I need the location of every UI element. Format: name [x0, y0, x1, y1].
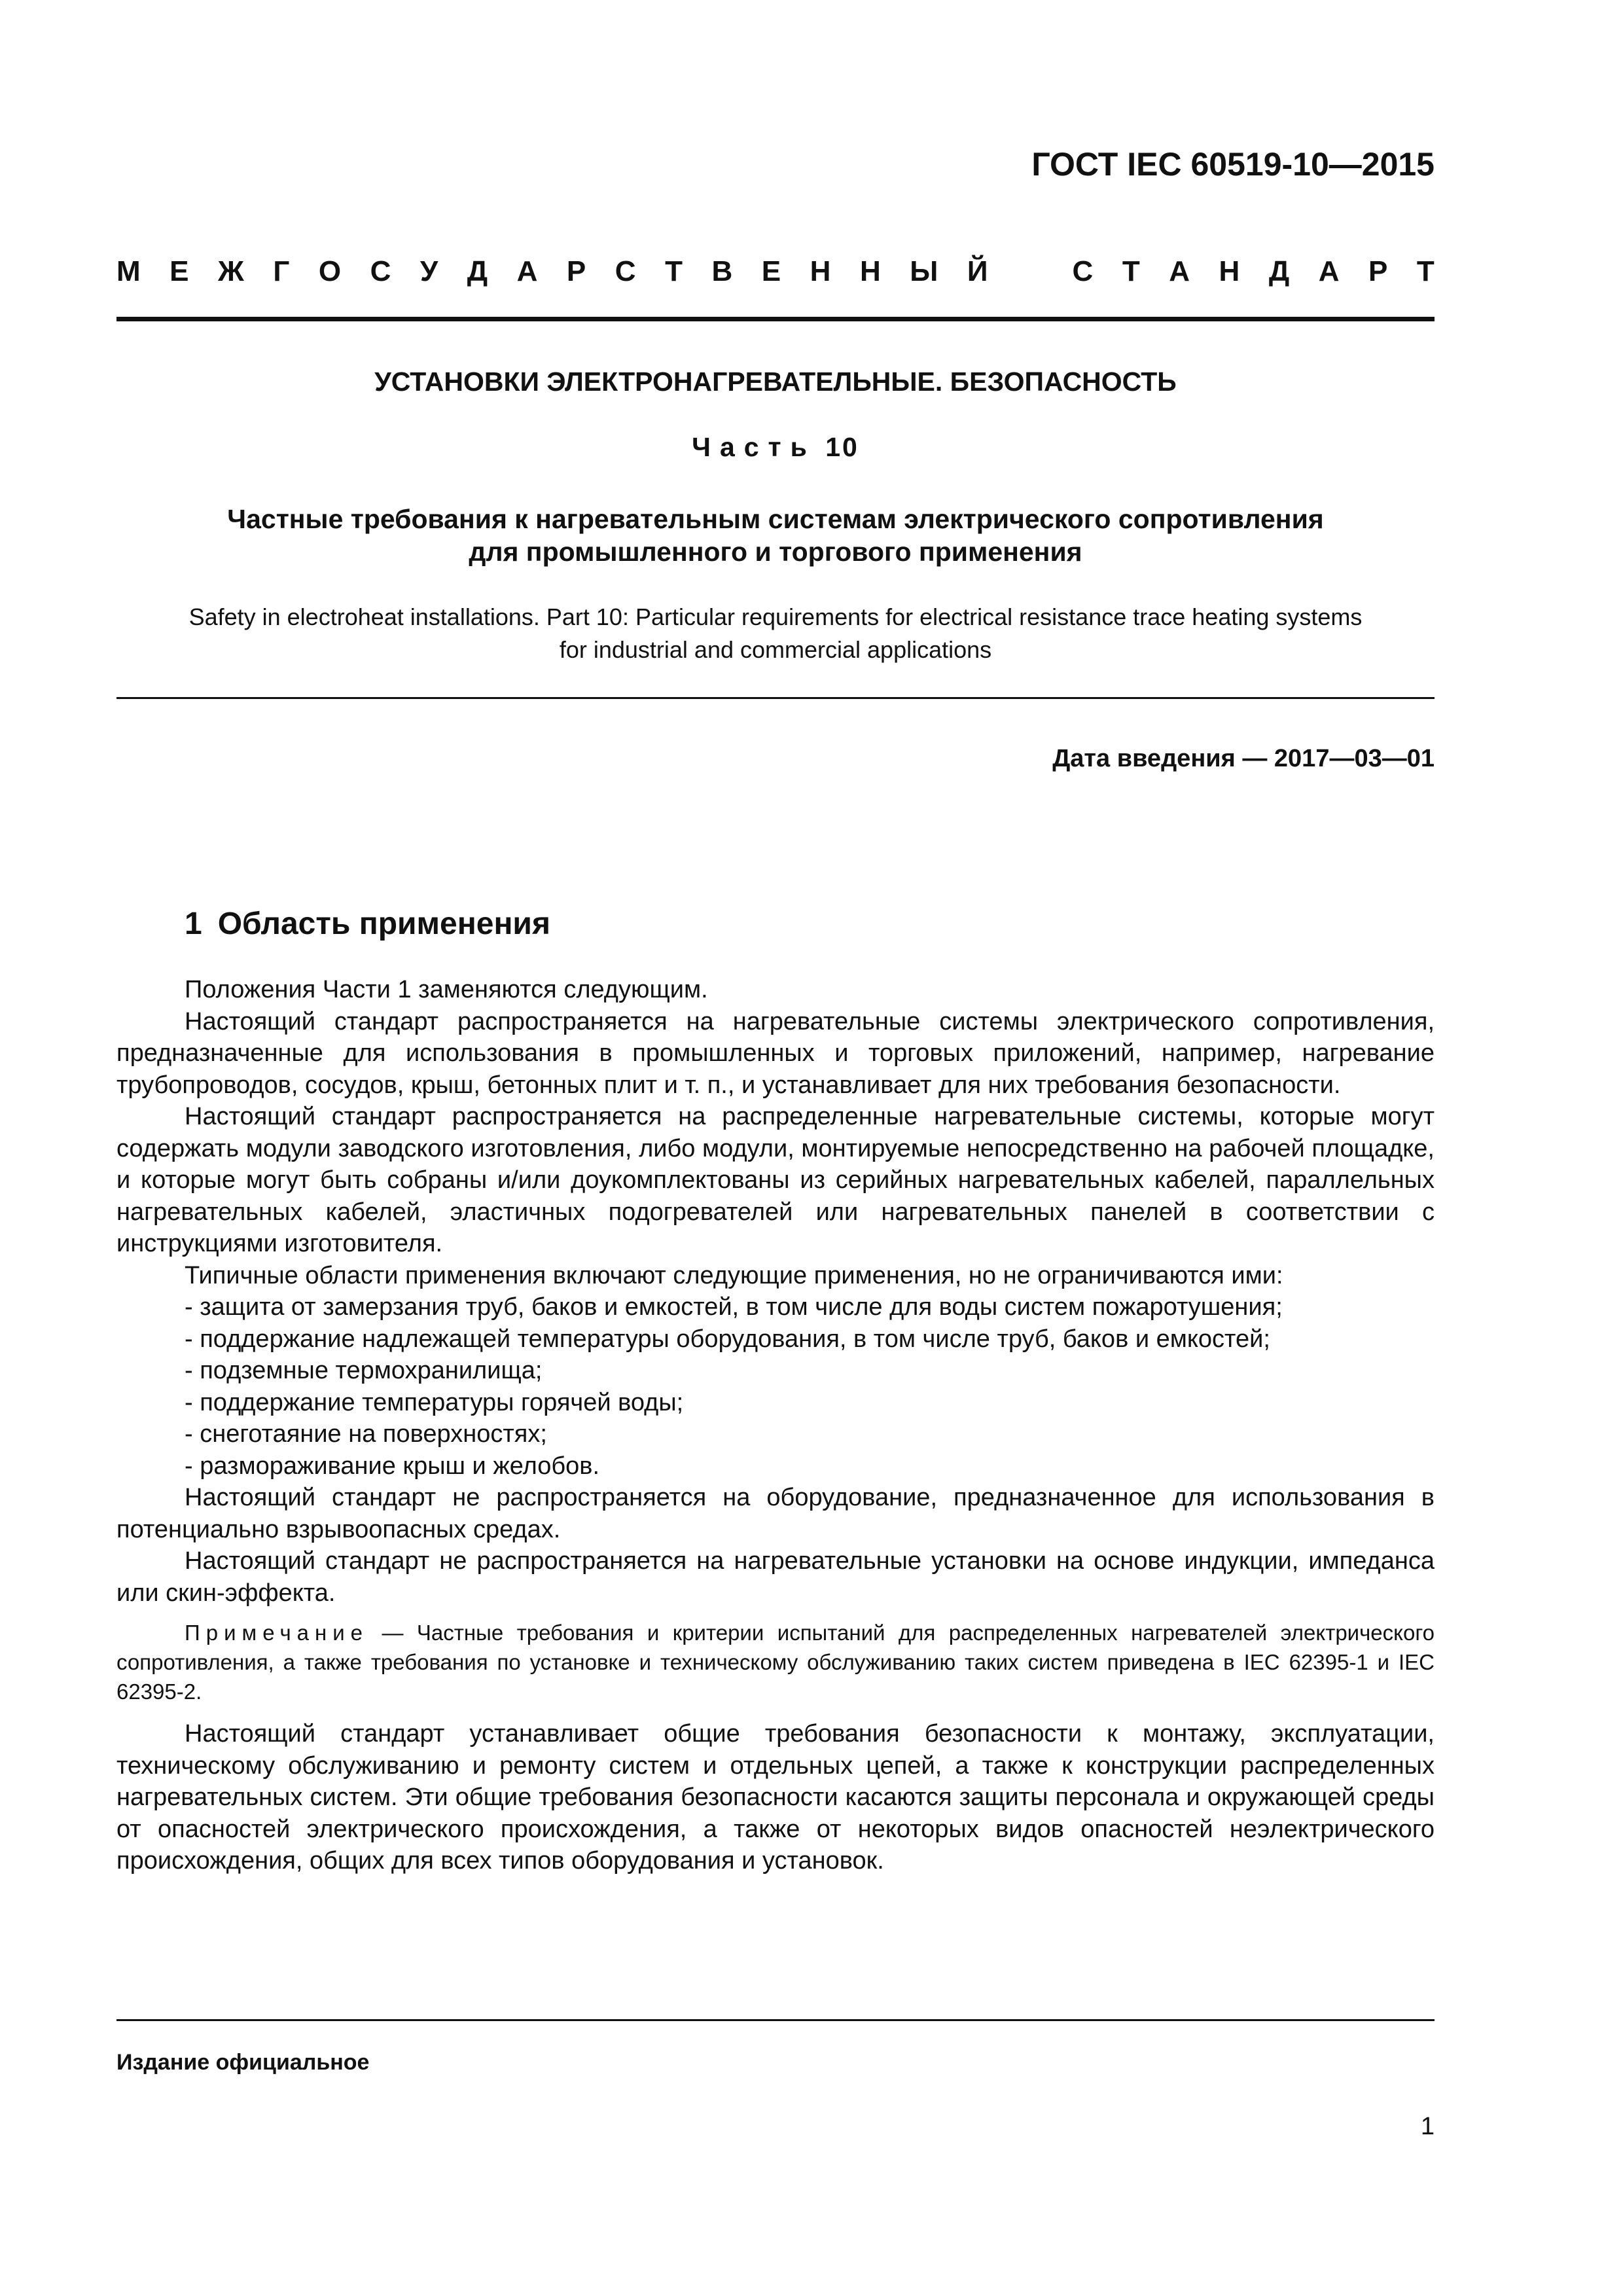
- heading-letter: О: [318, 255, 342, 287]
- section-number: 1: [185, 906, 202, 941]
- heading-letter: Е: [761, 255, 781, 287]
- footer-rule: [116, 2019, 1435, 2021]
- interstate-standard-heading: [116, 255, 1435, 288]
- heading-letter: А: [516, 255, 538, 287]
- note-label: Примечание: [185, 1621, 369, 1645]
- english-title-line: for industrial and commercial applications: [559, 636, 992, 663]
- part-number: [116, 432, 1435, 463]
- paragraph: Настоящий стандарт распространяется на нагревательные системы электрического сопротивления, предназначенные для использования в промышленных и торговых приложений, например, нагревание трубопроводов, сосудов, крыш, бетонных плит и т. п., и устанавливает для них требования безопасности.: [116, 1007, 1435, 1099]
- document-title: УСТАНОВКИ ЭЛЕКТРОНАГРЕВАТЕЛЬНЫЕ. БЕЗОПАСНОСТЬ: [374, 367, 1177, 397]
- list-item: - снеготаяние на поверхностях;: [185, 1420, 547, 1448]
- heading-letter: М: [116, 255, 141, 287]
- heading-letter: Н: [810, 255, 831, 287]
- standard-code: ГОСТ IEC 60519-10—2015: [1031, 146, 1435, 183]
- heading-letter: Ы: [910, 255, 938, 287]
- list-item: - подземные термохранилища;: [185, 1357, 543, 1384]
- paragraph: Типичные области применения включают следующие применения, но не ограничиваются ими:: [185, 1261, 1283, 1289]
- heading-letter: Т: [1416, 255, 1435, 287]
- page-number: 1: [1420, 2113, 1435, 2140]
- heading-letter: Д: [1268, 255, 1290, 287]
- intro-date: Дата введения — 2017—03—01: [1052, 745, 1435, 772]
- word-gap: [1017, 255, 1043, 288]
- heading-letter: В: [711, 255, 733, 287]
- heading-letter: С: [370, 255, 391, 287]
- list-item: - защита от замерзания труб, баков и емкостей, в том числе для воды систем пожаротушения;: [185, 1293, 1283, 1321]
- heading-letter: У: [419, 255, 438, 287]
- paragraph: Настоящий стандарт не распространяется на нагревательные установки на основе индукции, импеданса или скин-эффекта.: [116, 1547, 1435, 1607]
- heading-letter: А: [1318, 255, 1340, 287]
- list-item: - поддержание температуры горячей воды;: [185, 1388, 684, 1416]
- subtitle-line: Частные требования к нагревательным системам электрического сопротивления: [227, 504, 1324, 534]
- paragraph: Настоящий стандарт не распространяется на оборудование, предназначенное для использования в потенциально взрывоопасных средах.: [116, 1484, 1435, 1543]
- heading-letter: Д: [467, 255, 488, 287]
- heading-letter: С: [615, 255, 636, 287]
- title-rule: [116, 697, 1435, 699]
- list-item: - размораживание крыш и желобов.: [185, 1452, 600, 1480]
- note: [116, 1618, 1435, 1706]
- heading-letter: С: [1072, 255, 1094, 287]
- section-heading: [185, 906, 550, 942]
- heading-letter: Н: [859, 255, 881, 287]
- paragraph: Положения Части 1 заменяются следующим.: [185, 976, 708, 1003]
- part-number-value: 10: [825, 432, 859, 462]
- section-title: Область применения: [217, 906, 550, 941]
- english-title-line: Safety in electroheat installations. Part 10: Particular requirements for electrical resistance trace heating systems: [188, 603, 1363, 630]
- heading-letter: Р: [1368, 255, 1388, 287]
- heading-letter: Т: [1122, 255, 1140, 287]
- heading-letter: Т: [665, 255, 683, 287]
- part-word: Часть: [692, 432, 816, 462]
- heading-letter: А: [1169, 255, 1190, 287]
- list-item: - поддержание надлежащей температуры оборудования, в том числе труб, баков и емкостей;: [185, 1325, 1270, 1353]
- header-rule: [116, 317, 1435, 321]
- heading-letter: Е: [169, 255, 189, 287]
- heading-letter: Й: [967, 255, 988, 287]
- section-body: [116, 974, 1435, 1877]
- heading-letter: Г: [273, 255, 290, 287]
- paragraph: Настоящий стандарт распространяется на распределенные нагревательные системы, которые могут содержать модули заводского изготовления, либо модули, монтируемые непосредственно на рабочей площадке, и которые могут быть собраны и/или доукомплектованы из серийных нагревательных кабелей, параллельных нагревательных кабелей, эластичных подогревателей или нагревательных панелей в соответствии с инструкциями изготовителя.: [116, 1103, 1435, 1257]
- paragraph: Настоящий стандарт устанавливает общие требования безопасности к монтажу, эксплуатации, техническому обслуживанию и ремонту систем и отдельных цепей, а также к конструкции распределенных нагревательных систем. Эти общие требования безопасности касаются защиты персонала и окружающей среды от опасностей электрического происхождения, а также от некоторых видов опасностей неэлектрического происхождения, общих для всех типов оборудования и установок.: [116, 1720, 1435, 1874]
- edition-label: Издание официальное: [116, 2050, 370, 2075]
- heading-letter: Ж: [218, 255, 244, 287]
- document-subtitle: [116, 503, 1435, 568]
- note-text: — Частные требования и критерии испытаний для распределенных нагревателей электрического сопротивления, а также требования по установке и техническому обслуживанию таких систем приведена в IEC 62395-1 и IEC 62395-2.: [116, 1621, 1435, 1704]
- heading-letter: Н: [1219, 255, 1240, 287]
- english-title: [116, 601, 1435, 666]
- heading-letter: Р: [566, 255, 586, 287]
- subtitle-line: для промышленного и торгового применения: [469, 537, 1082, 567]
